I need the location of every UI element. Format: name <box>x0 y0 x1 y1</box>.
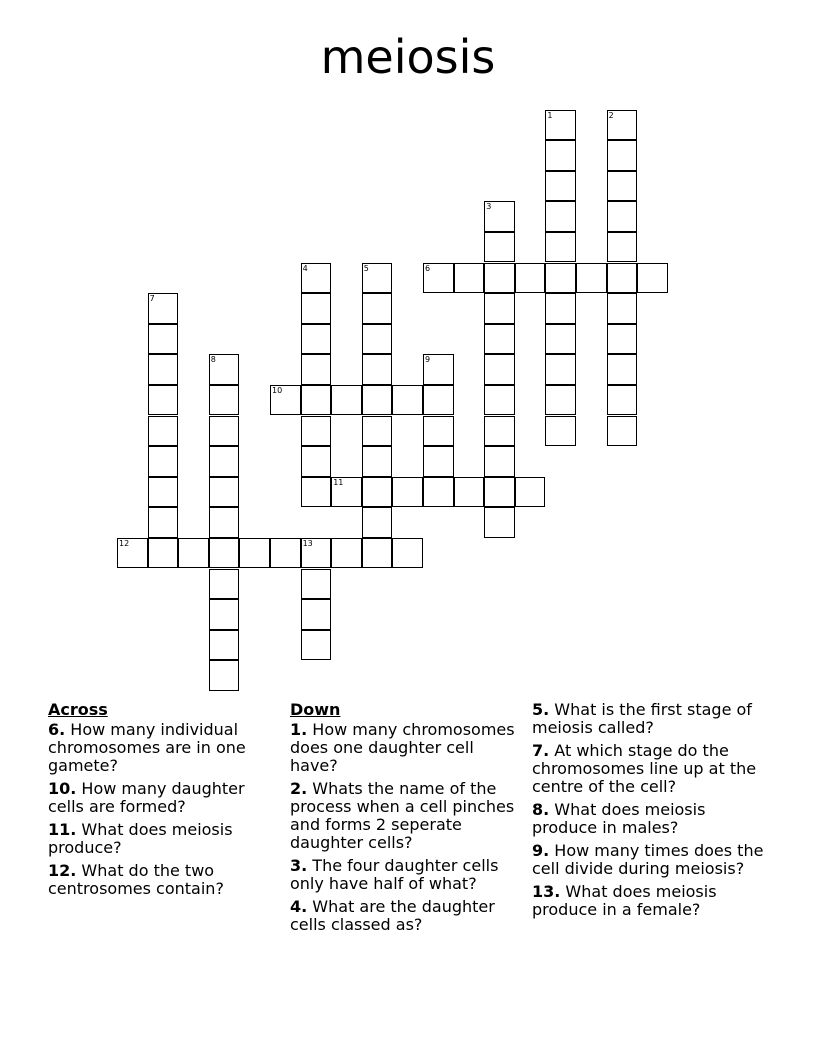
grid-cell[interactable] <box>392 385 423 416</box>
grid-cell[interactable] <box>301 416 332 447</box>
grid-cell[interactable] <box>148 416 179 447</box>
clue-text: At which stage do the chromosomes line up at the centre of the cell? <box>532 741 757 796</box>
grid-cell[interactable] <box>423 354 454 385</box>
clue-num: 13. <box>532 882 561 901</box>
grid-cell[interactable] <box>454 477 485 508</box>
grid-cell[interactable] <box>209 385 240 416</box>
down-clue <box>290 898 525 934</box>
grid-cell[interactable] <box>545 293 576 324</box>
clue-number: 4 <box>302 263 308 273</box>
down-clues-continued <box>532 701 772 924</box>
clue-num: 9. <box>532 841 550 860</box>
grid-cell[interactable] <box>545 171 576 202</box>
down-clue <box>290 721 525 775</box>
across-clue <box>48 821 273 857</box>
grid-cell[interactable] <box>209 416 240 447</box>
clue-number: 7 <box>149 294 155 304</box>
clue-text: How many chromosomes does one daughter cell have? <box>290 720 515 775</box>
clue-number: 1 <box>547 110 553 120</box>
grid-cell[interactable] <box>484 507 515 538</box>
clue-num: 1. <box>290 720 308 739</box>
grid-cell[interactable] <box>362 477 393 508</box>
clue-number: 2 <box>608 110 614 120</box>
grid-cell[interactable] <box>209 630 240 661</box>
grid-cell[interactable] <box>423 477 454 508</box>
grid-cell[interactable] <box>607 232 638 263</box>
down-clue <box>532 801 772 837</box>
grid-cell[interactable] <box>301 538 332 569</box>
grid-cell[interactable] <box>423 385 454 416</box>
grid-cell[interactable] <box>637 263 668 294</box>
down-clue <box>532 742 772 796</box>
clue-num: 10. <box>48 779 77 798</box>
clue-text: What are the daughter cells classed as? <box>290 897 495 934</box>
grid-cell[interactable] <box>209 477 240 508</box>
grid-cell[interactable] <box>576 263 607 294</box>
clue-number: 3 <box>486 202 492 212</box>
grid-cell[interactable] <box>301 324 332 355</box>
clue-num: 5. <box>532 700 550 719</box>
grid-cell[interactable] <box>362 324 393 355</box>
grid-cell[interactable] <box>362 354 393 385</box>
grid-cell[interactable] <box>362 385 393 416</box>
across-clue <box>48 721 273 775</box>
grid-cell[interactable] <box>545 140 576 171</box>
down-clue <box>290 780 525 852</box>
grid-cell[interactable] <box>607 263 638 294</box>
grid-cell[interactable] <box>545 263 576 294</box>
grid-cell[interactable] <box>209 446 240 477</box>
grid-cell[interactable] <box>362 263 393 294</box>
across-heading: Across <box>48 700 108 719</box>
clue-text: What do the two centrosomes contain? <box>48 861 224 898</box>
grid-cell[interactable] <box>301 354 332 385</box>
clue-number: 5 <box>363 263 369 273</box>
clue-text: The four daughter cells only have half of what? <box>290 856 499 893</box>
grid-cell[interactable] <box>423 416 454 447</box>
grid-cell[interactable] <box>607 171 638 202</box>
down-clue <box>290 857 525 893</box>
clue-text: What does meiosis produce? <box>48 820 233 857</box>
clue-num: 11. <box>48 820 77 839</box>
grid-cell[interactable] <box>484 354 515 385</box>
grid-cell[interactable] <box>607 110 638 141</box>
down-clue <box>532 883 772 919</box>
grid-cell[interactable] <box>484 293 515 324</box>
grid-cell[interactable] <box>484 232 515 263</box>
clue-number: 8 <box>210 355 216 365</box>
grid-cell[interactable] <box>301 263 332 294</box>
grid-cell[interactable] <box>454 263 485 294</box>
down-clue <box>532 842 772 878</box>
grid-cell[interactable] <box>301 385 332 416</box>
grid-cell[interactable] <box>484 324 515 355</box>
grid-cell[interactable] <box>607 354 638 385</box>
grid-cell[interactable] <box>545 385 576 416</box>
grid-cell[interactable] <box>148 354 179 385</box>
grid-cell[interactable] <box>392 538 423 569</box>
grid-cell[interactable] <box>209 354 240 385</box>
clue-number: 10 <box>272 385 283 395</box>
grid-cell[interactable] <box>423 446 454 477</box>
grid-cell[interactable] <box>270 385 301 416</box>
clue-number: 11 <box>333 477 344 487</box>
grid-cell[interactable] <box>362 293 393 324</box>
down-clue <box>532 701 772 737</box>
grid-cell[interactable] <box>270 538 301 569</box>
across-clues <box>48 701 273 903</box>
grid-cell[interactable] <box>484 385 515 416</box>
clue-number: 9 <box>425 355 431 365</box>
grid-cell[interactable] <box>301 569 332 600</box>
grid-cell[interactable] <box>515 263 546 294</box>
clue-num: 2. <box>290 779 308 798</box>
clue-num: 3. <box>290 856 308 875</box>
grid-cell[interactable] <box>148 446 179 477</box>
grid-cell[interactable] <box>607 416 638 447</box>
grid-cell[interactable] <box>607 293 638 324</box>
grid-cell[interactable] <box>148 538 179 569</box>
clue-num: 6. <box>48 720 66 739</box>
grid-cell[interactable] <box>484 446 515 477</box>
grid-cell[interactable] <box>607 201 638 232</box>
grid-cell[interactable] <box>545 354 576 385</box>
clue-text: How many individual chromosomes are in one gamete? <box>48 720 246 775</box>
clue-number: 13 <box>302 538 313 548</box>
grid-cell[interactable] <box>362 416 393 447</box>
grid-cell[interactable] <box>239 538 270 569</box>
grid-cell[interactable] <box>148 477 179 508</box>
grid-cell[interactable] <box>301 477 332 508</box>
grid-cell[interactable] <box>423 263 454 294</box>
grid-cell[interactable] <box>515 477 546 508</box>
grid-cell[interactable] <box>148 293 179 324</box>
grid-cell[interactable] <box>392 477 423 508</box>
grid-cell[interactable] <box>362 538 393 569</box>
clue-number: 6 <box>425 263 431 273</box>
grid-cell[interactable] <box>148 324 179 355</box>
clue-num: 4. <box>290 897 308 916</box>
grid-cell[interactable] <box>331 538 362 569</box>
clue-text: Whats the name of the process when a cell pinches and forms 2 seperate daughter cells? <box>290 779 515 852</box>
grid-cell[interactable] <box>209 538 240 569</box>
grid-cell[interactable] <box>545 324 576 355</box>
grid-cell[interactable] <box>148 507 179 538</box>
grid-cell[interactable] <box>484 477 515 508</box>
grid-cell[interactable] <box>484 201 515 232</box>
grid-cell[interactable] <box>301 446 332 477</box>
grid-cell[interactable] <box>362 446 393 477</box>
grid-cell[interactable] <box>209 507 240 538</box>
clue-num: 12. <box>48 861 77 880</box>
clue-text: How many times does the cell divide during meiosis? <box>532 841 764 878</box>
puzzle-title: meiosis <box>320 30 496 84</box>
grid-cell[interactable] <box>545 416 576 447</box>
grid-cell[interactable] <box>362 507 393 538</box>
grid-cell[interactable] <box>117 538 148 569</box>
down-clues <box>290 701 525 939</box>
grid-cell[interactable] <box>148 385 179 416</box>
grid-cell[interactable] <box>209 569 240 600</box>
grid-cell[interactable] <box>545 201 576 232</box>
grid-cell[interactable] <box>331 477 362 508</box>
clue-text: How many daughter cells are formed? <box>48 779 245 816</box>
grid-cell[interactable] <box>209 599 240 630</box>
across-clue <box>48 780 273 816</box>
clue-num: 7. <box>532 741 550 760</box>
grid-cell[interactable] <box>607 324 638 355</box>
grid-cell[interactable] <box>607 385 638 416</box>
down-heading: Down <box>290 700 341 719</box>
grid-cell[interactable] <box>484 263 515 294</box>
clue-text: What is the first stage of meiosis called? <box>532 700 752 737</box>
grid-cell[interactable] <box>607 140 638 171</box>
clue-number: 12 <box>119 538 130 548</box>
clue-text: What does meiosis produce in males? <box>532 800 706 837</box>
grid-cell[interactable] <box>301 630 332 661</box>
grid-cell[interactable] <box>545 110 576 141</box>
grid-cell[interactable] <box>545 232 576 263</box>
grid-cell[interactable] <box>178 538 209 569</box>
grid-cell[interactable] <box>301 293 332 324</box>
grid-cell[interactable] <box>209 660 240 691</box>
grid-cell[interactable] <box>331 385 362 416</box>
across-clue <box>48 862 273 898</box>
grid-cell[interactable] <box>484 416 515 447</box>
clue-text: What does meiosis produce in a female? <box>532 882 717 919</box>
clue-num: 8. <box>532 800 550 819</box>
grid-cell[interactable] <box>301 599 332 630</box>
